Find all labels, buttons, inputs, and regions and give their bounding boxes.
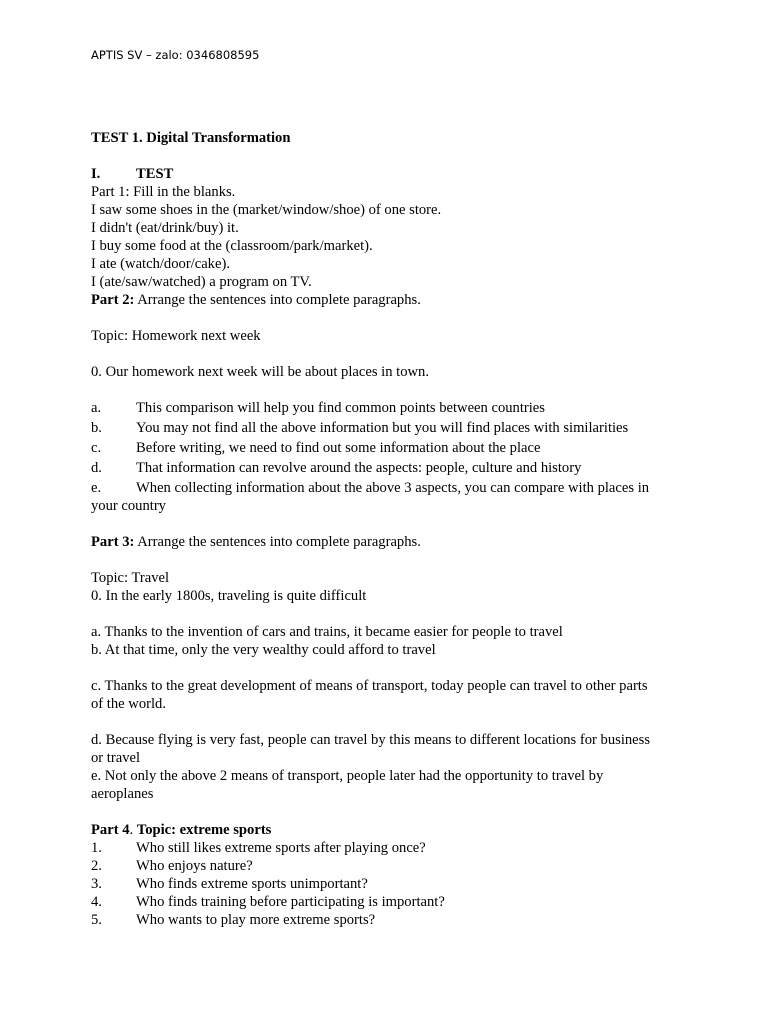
part1-heading: Part 1: Fill in the blanks. [91, 184, 236, 200]
part1-line: I buy some food at the (classroom/park/market). [91, 238, 373, 254]
item-number: 3. [91, 876, 102, 892]
item-number: 4. [91, 894, 102, 910]
item-letter: c. [91, 440, 102, 456]
part3-label: Part 3: [91, 534, 135, 550]
item-letter: d. [91, 460, 102, 476]
part2-intro: 0. Our homework next week will be about places in town. [91, 364, 430, 380]
part2-instruction: Arrange the sentences into complete paragraphs. [134, 292, 421, 308]
part2-heading [91, 291, 691, 309]
list-item [91, 875, 691, 893]
part3-item-b: b. At that time, only the very wealthy could afford to travel [91, 642, 436, 658]
part3-topic: Topic: Travel [91, 570, 170, 586]
list-item [91, 459, 691, 477]
part1-line: I didn't (eat/drink/buy) it. [91, 220, 239, 236]
part2-topic: Topic: Homework next week [91, 328, 261, 344]
item-text: Who finds training before participating is important? [136, 894, 445, 910]
list-item [91, 399, 691, 417]
part1-line: I (ate/saw/watched) a program on TV. [91, 274, 312, 290]
item-number: 2. [91, 858, 102, 874]
item-text: That information can revolve around the aspects: people, culture and history [136, 460, 582, 476]
part1-line: I ate (watch/door/cake). [91, 256, 230, 272]
item-text: You may not find all the above information but you will find places with similarities [136, 420, 629, 436]
item-text-continued: your country [91, 498, 166, 514]
part4-topic: Topic: extreme sports [136, 822, 272, 838]
item-letter: b. [91, 420, 102, 436]
part3-intro: 0. In the early 1800s, traveling is quite difficult [91, 588, 367, 604]
item-letter: a. [91, 400, 102, 416]
list-item [91, 893, 691, 911]
part3-item-d: d. Because flying is very fast, people can travel by this means to different locations for business [91, 732, 651, 748]
list-item [91, 911, 691, 929]
list-item [91, 419, 691, 437]
section-number: I. [91, 166, 101, 182]
part4-separator: . [129, 822, 137, 838]
item-text: This comparison will help you find common points between countries [136, 400, 545, 416]
list-item [91, 839, 691, 857]
item-number: 5. [91, 912, 102, 928]
item-text: When collecting information about the above 3 aspects, you can compare with places in [136, 480, 650, 496]
document-body [91, 129, 691, 929]
page-header: APTIS SV – zalo: 0346808595 [91, 48, 260, 62]
part3-item-c: c. Thanks to the great development of means of transport, today people can travel to other parts [91, 678, 648, 694]
document-title: TEST 1. Digital Transformation [91, 130, 291, 146]
list-item [91, 479, 691, 497]
part2-label: Part 2: [91, 292, 135, 308]
item-text: Who enjoys nature? [136, 858, 253, 874]
item-text: Before writing, we need to find out some information about the place [136, 440, 541, 456]
section-label: TEST [136, 166, 174, 182]
item-number: 1. [91, 840, 102, 856]
part3-item-e-continued: aeroplanes [91, 786, 154, 802]
list-item [91, 439, 691, 457]
item-letter: e. [91, 480, 102, 496]
part4-label: Part 4 [91, 822, 130, 838]
part3-item-c-continued: of the world. [91, 696, 166, 712]
item-text: Who wants to play more extreme sports? [136, 912, 376, 928]
section-heading [91, 165, 691, 183]
part1-line: I saw some shoes in the (market/window/shoe) of one store. [91, 202, 442, 218]
list-item [91, 857, 691, 875]
part3-item-d-continued: or travel [91, 750, 141, 766]
item-text: Who finds extreme sports unimportant? [136, 876, 368, 892]
part3-item-a: a. Thanks to the invention of cars and trains, it became easier for people to travel [91, 624, 563, 640]
part3-item-e: e. Not only the above 2 means of transport, people later had the opportunity to travel by [91, 768, 604, 784]
part4-heading [91, 821, 691, 839]
part3-instruction: Arrange the sentences into complete paragraphs. [134, 534, 421, 550]
part3-heading [91, 533, 691, 551]
item-text: Who still likes extreme sports after playing once? [136, 840, 426, 856]
